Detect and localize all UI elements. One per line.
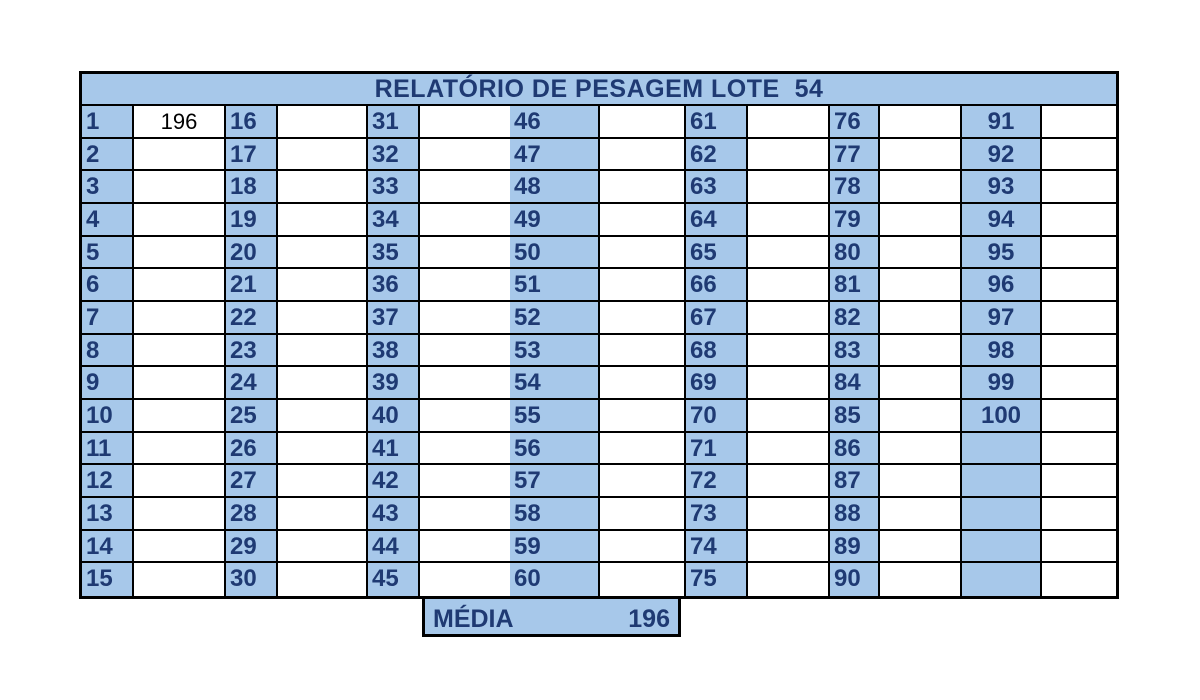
weight-cell-15 (134, 563, 226, 596)
weighing-grid (82, 106, 1116, 596)
weight-cell-2 (134, 139, 226, 172)
weight-cell-92 (1042, 139, 1116, 172)
row-number-54: 54 (510, 367, 600, 400)
average-box (422, 597, 681, 637)
row-number-91: 91 (962, 106, 1042, 139)
weight-cell-37 (420, 302, 512, 335)
weight-cell-63 (748, 171, 830, 204)
weight-cell-7 (134, 302, 226, 335)
weight-cell-75 (748, 563, 830, 596)
weight-cell-23 (278, 335, 368, 368)
row-number-5: 5 (82, 237, 134, 270)
weight-cell-86 (880, 433, 962, 466)
row-number-32: 32 (368, 139, 420, 172)
weight-cell-94 (1042, 204, 1116, 237)
weight-cell-6 (134, 269, 226, 302)
row-number-78: 78 (830, 171, 880, 204)
empty-number-cell (962, 498, 1042, 531)
weight-cell-11 (134, 433, 226, 466)
row-number-3: 3 (82, 171, 134, 204)
row-number-41: 41 (368, 433, 420, 466)
weight-cell-97 (1042, 302, 1116, 335)
weight-cell-53 (600, 335, 686, 368)
weight-cell-93 (1042, 171, 1116, 204)
row-number-17: 17 (226, 139, 278, 172)
weight-cell-14 (134, 531, 226, 564)
weight-cell-40 (420, 400, 512, 433)
row-number-2: 2 (82, 139, 134, 172)
row-number-56: 56 (510, 433, 600, 466)
row-number-69: 69 (686, 367, 748, 400)
weight-cell-80 (880, 237, 962, 270)
row-number-22: 22 (226, 302, 278, 335)
weight-cell-87 (880, 465, 962, 498)
weight-cell-69 (748, 367, 830, 400)
row-number-83: 83 (830, 335, 880, 368)
row-number-51: 51 (510, 269, 600, 302)
row-number-19: 19 (226, 204, 278, 237)
row-number-68: 68 (686, 335, 748, 368)
row-number-63: 63 (686, 171, 748, 204)
weight-cell-85 (880, 400, 962, 433)
weight-cell-56 (600, 433, 686, 466)
report-title: RELATÓRIO DE PESAGEM LOTE 54 (82, 74, 1116, 106)
row-number-8: 8 (82, 335, 134, 368)
weight-cell-9 (134, 367, 226, 400)
weight-cell-39 (420, 367, 512, 400)
row-number-60: 60 (510, 563, 600, 596)
weight-cell-12 (134, 465, 226, 498)
row-number-87: 87 (830, 465, 880, 498)
empty-number-cell (962, 563, 1042, 596)
weight-cell-89 (880, 531, 962, 564)
weight-cell-38 (420, 335, 512, 368)
weight-cell-4 (134, 204, 226, 237)
weight-cell-96 (1042, 269, 1116, 302)
weight-cell-59 (600, 531, 686, 564)
weight-cell-88 (880, 498, 962, 531)
weight-cell-55 (600, 400, 686, 433)
weight-cell-74 (748, 531, 830, 564)
row-number-94: 94 (962, 204, 1042, 237)
empty-weight-cell (1042, 465, 1116, 498)
weight-cell-24 (278, 367, 368, 400)
weight-cell-28 (278, 498, 368, 531)
row-number-48: 48 (510, 171, 600, 204)
row-number-16: 16 (226, 106, 278, 139)
row-number-12: 12 (82, 465, 134, 498)
row-number-23: 23 (226, 335, 278, 368)
weight-cell-91 (1042, 106, 1116, 139)
row-number-85: 85 (830, 400, 880, 433)
row-number-42: 42 (368, 465, 420, 498)
weight-cell-19 (278, 204, 368, 237)
row-number-52: 52 (510, 302, 600, 335)
row-number-66: 66 (686, 269, 748, 302)
weight-cell-20 (278, 237, 368, 270)
weight-cell-50 (600, 237, 686, 270)
row-number-36: 36 (368, 269, 420, 302)
weight-cell-60 (600, 563, 686, 596)
row-number-89: 89 (830, 531, 880, 564)
weight-cell-61 (748, 106, 830, 139)
row-number-65: 65 (686, 237, 748, 270)
weight-cell-31 (420, 106, 512, 139)
row-number-45: 45 (368, 563, 420, 596)
weight-cell-65 (748, 237, 830, 270)
row-number-11: 11 (82, 433, 134, 466)
empty-weight-cell (1042, 498, 1116, 531)
weight-cell-73 (748, 498, 830, 531)
row-number-7: 7 (82, 302, 134, 335)
row-number-21: 21 (226, 269, 278, 302)
row-number-37: 37 (368, 302, 420, 335)
row-number-79: 79 (830, 204, 880, 237)
weight-cell-77 (880, 139, 962, 172)
weight-cell-58 (600, 498, 686, 531)
row-number-29: 29 (226, 531, 278, 564)
row-number-74: 74 (686, 531, 748, 564)
weight-cell-84 (880, 367, 962, 400)
row-number-47: 47 (510, 139, 600, 172)
row-number-95: 95 (962, 237, 1042, 270)
row-number-28: 28 (226, 498, 278, 531)
row-number-9: 9 (82, 367, 134, 400)
weight-cell-71 (748, 433, 830, 466)
weight-cell-95 (1042, 237, 1116, 270)
weight-cell-29 (278, 531, 368, 564)
weight-cell-45 (420, 563, 512, 596)
weight-cell-68 (748, 335, 830, 368)
weight-cell-10 (134, 400, 226, 433)
row-number-30: 30 (226, 563, 278, 596)
weight-cell-5 (134, 237, 226, 270)
row-number-13: 13 (82, 498, 134, 531)
weight-cell-16 (278, 106, 368, 139)
row-number-25: 25 (226, 400, 278, 433)
row-number-10: 10 (82, 400, 134, 433)
weight-cell-54 (600, 367, 686, 400)
row-number-92: 92 (962, 139, 1042, 172)
weight-cell-76 (880, 106, 962, 139)
weight-cell-3 (134, 171, 226, 204)
row-number-34: 34 (368, 204, 420, 237)
row-number-81: 81 (830, 269, 880, 302)
weight-cell-43 (420, 498, 512, 531)
weight-cell-67 (748, 302, 830, 335)
weight-cell-98 (1042, 335, 1116, 368)
row-number-53: 53 (510, 335, 600, 368)
weight-cell-79 (880, 204, 962, 237)
row-number-24: 24 (226, 367, 278, 400)
weight-cell-30 (278, 563, 368, 596)
weight-cell-26 (278, 433, 368, 466)
row-number-98: 98 (962, 335, 1042, 368)
empty-weight-cell (1042, 433, 1116, 466)
row-number-71: 71 (686, 433, 748, 466)
row-number-31: 31 (368, 106, 420, 139)
weight-cell-83 (880, 335, 962, 368)
row-number-43: 43 (368, 498, 420, 531)
row-number-44: 44 (368, 531, 420, 564)
empty-number-cell (962, 531, 1042, 564)
row-number-82: 82 (830, 302, 880, 335)
row-number-100: 100 (962, 400, 1042, 433)
weight-cell-78 (880, 171, 962, 204)
row-number-38: 38 (368, 335, 420, 368)
row-number-35: 35 (368, 237, 420, 270)
weight-cell-21 (278, 269, 368, 302)
weight-cell-100 (1042, 400, 1116, 433)
row-number-49: 49 (510, 204, 600, 237)
row-number-39: 39 (368, 367, 420, 400)
row-number-61: 61 (686, 106, 748, 139)
row-number-50: 50 (510, 237, 600, 270)
row-number-4: 4 (82, 204, 134, 237)
row-number-80: 80 (830, 237, 880, 270)
weight-cell-13 (134, 498, 226, 531)
row-number-72: 72 (686, 465, 748, 498)
weight-cell-44 (420, 531, 512, 564)
row-number-67: 67 (686, 302, 748, 335)
row-number-26: 26 (226, 433, 278, 466)
row-number-73: 73 (686, 498, 748, 531)
weight-cell-70 (748, 400, 830, 433)
row-number-70: 70 (686, 400, 748, 433)
weight-cell-64 (748, 204, 830, 237)
weight-cell-18 (278, 171, 368, 204)
row-number-90: 90 (830, 563, 880, 596)
empty-number-cell (962, 433, 1042, 466)
average-label: MÉDIA (433, 605, 514, 633)
weight-cell-90 (880, 563, 962, 596)
weight-cell-82 (880, 302, 962, 335)
row-number-96: 96 (962, 269, 1042, 302)
weight-cell-81 (880, 269, 962, 302)
row-number-88: 88 (830, 498, 880, 531)
weight-cell-33 (420, 171, 512, 204)
row-number-6: 6 (82, 269, 134, 302)
row-number-62: 62 (686, 139, 748, 172)
weight-cell-35 (420, 237, 512, 270)
row-number-14: 14 (82, 531, 134, 564)
row-number-40: 40 (368, 400, 420, 433)
weight-cell-27 (278, 465, 368, 498)
weight-cell-99 (1042, 367, 1116, 400)
row-number-55: 55 (510, 400, 600, 433)
average-value: 196 (628, 605, 670, 633)
row-number-99: 99 (962, 367, 1042, 400)
weight-cell-1: 196 (134, 106, 226, 139)
empty-number-cell (962, 465, 1042, 498)
empty-weight-cell (1042, 563, 1116, 596)
row-number-77: 77 (830, 139, 880, 172)
row-number-57: 57 (510, 465, 600, 498)
row-number-20: 20 (226, 237, 278, 270)
row-number-93: 93 (962, 171, 1042, 204)
row-number-86: 86 (830, 433, 880, 466)
row-number-76: 76 (830, 106, 880, 139)
weight-cell-46 (600, 106, 686, 139)
row-number-1: 1 (82, 106, 134, 139)
weight-cell-22 (278, 302, 368, 335)
weight-cell-49 (600, 204, 686, 237)
weight-cell-42 (420, 465, 512, 498)
weight-cell-51 (600, 269, 686, 302)
weight-cell-57 (600, 465, 686, 498)
weight-cell-62 (748, 139, 830, 172)
row-number-46: 46 (510, 106, 600, 139)
weight-cell-34 (420, 204, 512, 237)
row-number-84: 84 (830, 367, 880, 400)
empty-weight-cell (1042, 531, 1116, 564)
weight-cell-72 (748, 465, 830, 498)
weight-cell-52 (600, 302, 686, 335)
weight-cell-17 (278, 139, 368, 172)
weight-cell-36 (420, 269, 512, 302)
row-number-15: 15 (82, 563, 134, 596)
weight-cell-8 (134, 335, 226, 368)
row-number-59: 59 (510, 531, 600, 564)
row-number-58: 58 (510, 498, 600, 531)
row-number-27: 27 (226, 465, 278, 498)
row-number-18: 18 (226, 171, 278, 204)
row-number-75: 75 (686, 563, 748, 596)
weight-cell-32 (420, 139, 512, 172)
row-number-64: 64 (686, 204, 748, 237)
weight-cell-47 (600, 139, 686, 172)
weight-cell-25 (278, 400, 368, 433)
weight-cell-66 (748, 269, 830, 302)
row-number-97: 97 (962, 302, 1042, 335)
weighing-report-table (79, 71, 1119, 599)
weight-cell-41 (420, 433, 512, 466)
row-number-33: 33 (368, 171, 420, 204)
weight-cell-48 (600, 171, 686, 204)
